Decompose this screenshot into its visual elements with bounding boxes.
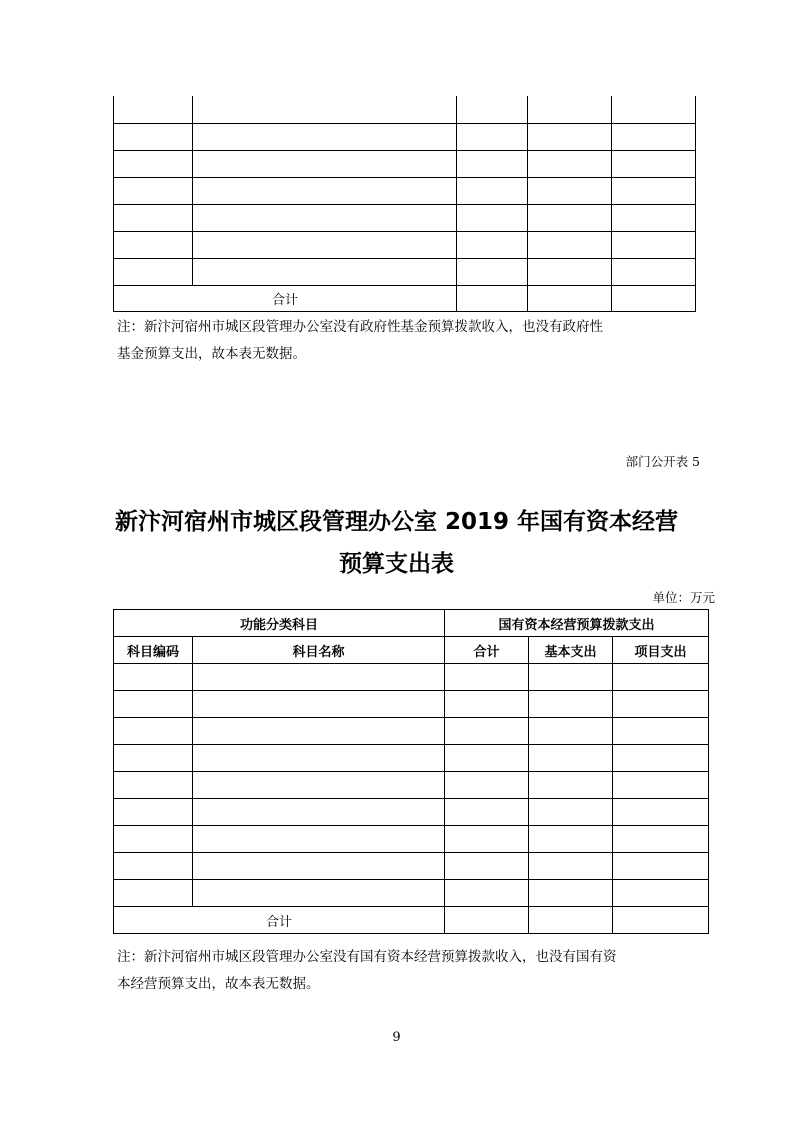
table-cell xyxy=(114,150,193,177)
total-label: 合计 xyxy=(114,285,457,311)
table-cell xyxy=(613,664,709,691)
table-cell xyxy=(114,96,193,123)
total-label: 合计 xyxy=(114,907,445,934)
unit-label: 单位：万元 xyxy=(652,590,715,605)
header-subject-code: 科目编码 xyxy=(114,637,193,664)
table-cell xyxy=(613,745,709,772)
table-cell xyxy=(114,258,193,285)
table-cell xyxy=(193,664,445,691)
table-row xyxy=(114,150,696,177)
table-cell xyxy=(612,204,696,231)
table-row xyxy=(114,799,709,826)
header-subject-name: 科目名称 xyxy=(193,637,445,664)
table-cell xyxy=(457,96,528,123)
table-cell xyxy=(445,691,529,718)
state-capital-note xyxy=(117,944,717,998)
table-number: 部门公开表 5 xyxy=(625,454,700,469)
table-cell xyxy=(457,258,528,285)
table-cell xyxy=(613,853,709,880)
page-title-line2: 预算支出表 xyxy=(339,551,454,577)
header-function-category: 功能分类科目 xyxy=(114,610,445,637)
table-cell xyxy=(114,123,193,150)
table-cell xyxy=(193,826,445,853)
header-project-expenditure: 项目支出 xyxy=(613,637,709,664)
table-cell xyxy=(613,826,709,853)
table-cell xyxy=(114,745,193,772)
table-cell xyxy=(445,799,529,826)
table-cell xyxy=(193,745,445,772)
table-row xyxy=(114,691,709,718)
table-cell xyxy=(114,826,193,853)
table-row xyxy=(114,745,709,772)
table-cell xyxy=(612,231,696,258)
table-cell xyxy=(613,718,709,745)
table-row xyxy=(114,826,709,853)
table-cell xyxy=(114,772,193,799)
table-cell xyxy=(193,177,457,204)
table-cell xyxy=(457,231,528,258)
table-cell xyxy=(529,799,613,826)
table-cell xyxy=(114,799,193,826)
table-row xyxy=(114,718,709,745)
table-cell xyxy=(528,150,612,177)
note-line: 本经营预算支出，故本表无数据。 xyxy=(117,976,320,992)
table-cell xyxy=(193,718,445,745)
table-cell xyxy=(445,880,529,907)
table-row xyxy=(114,123,696,150)
state-capital-table-body xyxy=(114,610,709,934)
table-cell xyxy=(529,826,613,853)
table-cell xyxy=(193,258,457,285)
table-cell xyxy=(457,177,528,204)
table-cell xyxy=(193,123,457,150)
table-cell xyxy=(529,691,613,718)
table-cell xyxy=(193,691,445,718)
state-capital-table xyxy=(113,609,709,934)
table-cell xyxy=(529,745,613,772)
header-total: 合计 xyxy=(445,637,529,664)
page-number: 9 xyxy=(392,1030,401,1045)
header-state-capital-expenditure: 国有资本经营预算拨款支出 xyxy=(445,610,709,637)
table-cell xyxy=(114,853,193,880)
table-cell xyxy=(445,745,529,772)
table-cell xyxy=(193,799,445,826)
total-cell xyxy=(528,285,612,311)
total-row xyxy=(114,907,709,934)
total-cell xyxy=(613,907,709,934)
table-cell xyxy=(114,177,193,204)
table-row xyxy=(114,853,709,880)
table-cell xyxy=(114,204,193,231)
table-header-row xyxy=(114,610,709,637)
page-title: 新汴河宿州市城区段管理办公室 2019 年国有资本经营 xyxy=(114,509,679,535)
table-row xyxy=(114,231,696,258)
table-cell xyxy=(114,231,193,258)
table-cell xyxy=(612,96,696,123)
table-cell xyxy=(445,664,529,691)
table-cell xyxy=(528,177,612,204)
table-cell xyxy=(457,150,528,177)
table-cell xyxy=(193,880,445,907)
total-row xyxy=(114,285,696,311)
table-header-row xyxy=(114,637,709,664)
table-cell xyxy=(193,772,445,799)
table-cell xyxy=(612,150,696,177)
table-cell xyxy=(529,772,613,799)
table-row xyxy=(114,177,696,204)
table-row xyxy=(114,96,696,123)
table-cell xyxy=(528,96,612,123)
note-line: 注：新汴河宿州市城区段管理办公室没有国有资本经营预算拨款收入，也没有国有资 xyxy=(117,949,617,965)
table-cell xyxy=(193,96,457,123)
table-row xyxy=(114,664,709,691)
table-row xyxy=(114,258,696,285)
table-cell xyxy=(529,853,613,880)
table-cell xyxy=(193,231,457,258)
table-cell xyxy=(529,718,613,745)
government-fund-note xyxy=(117,314,717,368)
table-cell xyxy=(445,853,529,880)
table-cell xyxy=(613,691,709,718)
table-cell xyxy=(445,826,529,853)
total-cell xyxy=(529,907,613,934)
table-cell xyxy=(529,664,613,691)
table-cell xyxy=(193,853,445,880)
table-cell xyxy=(612,123,696,150)
table-cell xyxy=(457,123,528,150)
table-cell xyxy=(528,258,612,285)
total-cell xyxy=(612,285,696,311)
total-cell xyxy=(457,285,528,311)
total-cell xyxy=(445,907,529,934)
table-row xyxy=(114,772,709,799)
table-cell xyxy=(613,772,709,799)
table-cell xyxy=(114,691,193,718)
table-cell xyxy=(613,880,709,907)
table-cell xyxy=(528,204,612,231)
note-line: 基金预算支出，故本表无数据。 xyxy=(117,346,306,362)
table-cell xyxy=(528,123,612,150)
table-cell xyxy=(612,258,696,285)
table-cell xyxy=(612,177,696,204)
table-row xyxy=(114,880,709,907)
table-row xyxy=(114,204,696,231)
table-cell xyxy=(114,664,193,691)
table-cell xyxy=(193,204,457,231)
table-cell xyxy=(445,718,529,745)
government-fund-table-body xyxy=(114,96,696,311)
table-cell xyxy=(529,880,613,907)
table-cell xyxy=(114,880,193,907)
table-cell xyxy=(613,799,709,826)
table-cell xyxy=(114,718,193,745)
table-cell xyxy=(445,772,529,799)
table-cell xyxy=(528,231,612,258)
header-basic-expenditure: 基本支出 xyxy=(529,637,613,664)
government-fund-table xyxy=(113,96,696,312)
table-cell xyxy=(457,204,528,231)
table-cell xyxy=(193,150,457,177)
note-line: 注：新汴河宿州市城区段管理办公室没有政府性基金预算拨款收入，也没有政府性 xyxy=(117,319,603,335)
